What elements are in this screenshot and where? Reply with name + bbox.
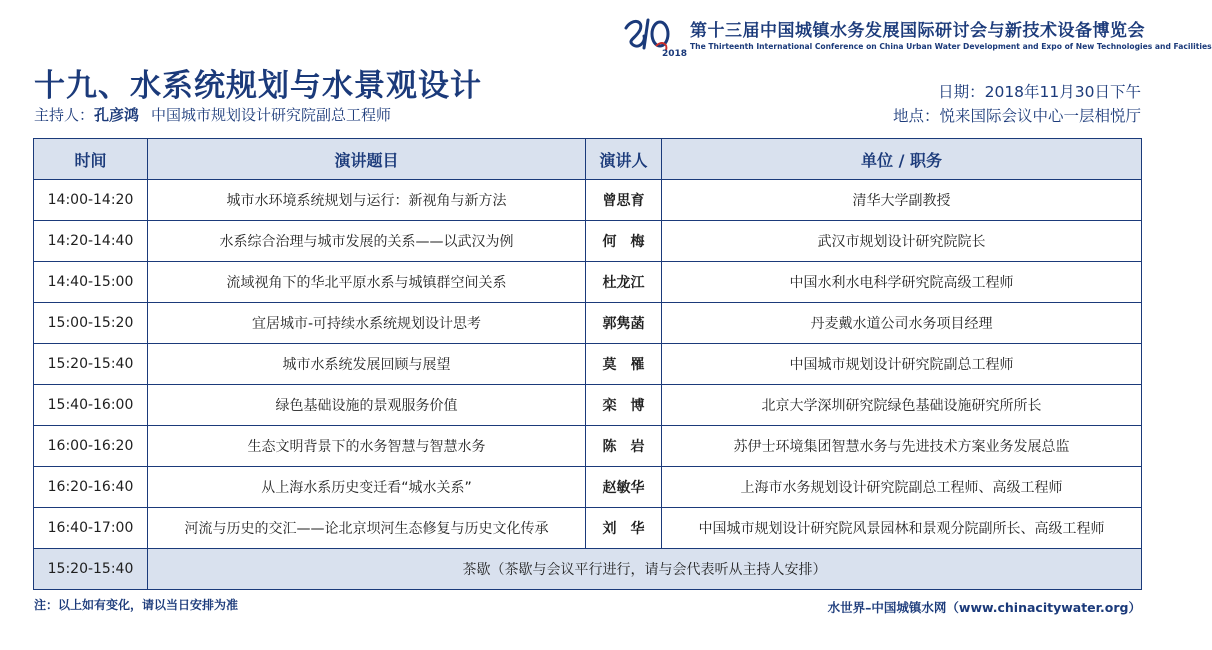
host-line — [34, 104, 391, 125]
cell-topic: 城市水环境系统规划与运行：新视角与新方法 — [148, 180, 586, 221]
header-topic: 演讲题目 — [148, 139, 586, 180]
cell-time: 16:40-17:00 — [34, 508, 148, 549]
cell-speaker: 何 梅 — [586, 221, 662, 262]
cell-affiliation: 苏伊士环境集团智慧水务与先进技术方案业务发展总监 — [662, 426, 1142, 467]
footer-note: 注：以上如有变化，请以当日安排为准 — [34, 598, 239, 612]
session-title: 十九、水系统规划与水景观设计 — [34, 68, 482, 104]
host-name: 孔彦鸿 — [94, 106, 140, 124]
host-role: 中国城市规划设计研究院副总工程师 — [151, 106, 392, 124]
table-row — [34, 262, 1142, 303]
cell-time: 14:20-14:40 — [34, 221, 148, 262]
cell-time: 16:20-16:40 — [34, 467, 148, 508]
table-row — [34, 303, 1142, 344]
table-row — [34, 467, 1142, 508]
cell-time: 16:00-16:20 — [34, 426, 148, 467]
cell-affiliation: 上海市水务规划设计研究院副总工程师、高级工程师 — [662, 467, 1142, 508]
schedule-table — [33, 138, 1142, 590]
session-date: 日期：2018年11月30日下午 — [938, 83, 1141, 101]
cell-speaker: 栾 博 — [586, 385, 662, 426]
break-time: 15:20-15:40 — [34, 549, 148, 590]
break-text: 茶歇（茶歇与会议平行进行，请与会代表听从主持人安排） — [148, 549, 1142, 590]
cell-topic: 生态文明背景下的水务智慧与智慧水务 — [148, 426, 586, 467]
table-row — [34, 385, 1142, 426]
cell-time: 14:00-14:20 — [34, 180, 148, 221]
cell-speaker: 曾思育 — [586, 180, 662, 221]
cell-time: 15:40-16:00 — [34, 385, 148, 426]
table-row — [34, 221, 1142, 262]
svg-text:2018: 2018 — [662, 49, 688, 59]
cell-speaker: 刘 华 — [586, 508, 662, 549]
cell-topic: 水系综合治理与城市发展的关系——以武汉为例 — [148, 221, 586, 262]
header-speaker: 演讲人 — [586, 139, 662, 180]
header-affiliation: 单位 / 职务 — [662, 139, 1142, 180]
cell-topic: 城市水系统发展回顾与展望 — [148, 344, 586, 385]
host-label: 主持人： — [34, 106, 95, 124]
cell-speaker: 莫 罹 — [586, 344, 662, 385]
cell-topic: 流域视角下的华北平原水系与城镇群空间关系 — [148, 262, 586, 303]
conference-title-en: The Thirteenth International Conference on China Urban Water Development and Expo of New Technologies and Facilities — [690, 42, 1212, 51]
cell-affiliation: 丹麦戴水道公司水务项目经理 — [662, 303, 1142, 344]
table-row — [34, 180, 1142, 221]
cell-topic: 绿色基础设施的景观服务价值 — [148, 385, 586, 426]
cell-topic: 河流与历史的交汇——论北京坝河生态修复与历史文化传承 — [148, 508, 586, 549]
cell-speaker: 郭隽菡 — [586, 303, 662, 344]
cell-speaker: 陈 岩 — [586, 426, 662, 467]
cell-time: 14:40-15:00 — [34, 262, 148, 303]
table-row — [34, 426, 1142, 467]
cell-affiliation: 北京大学深圳研究院绿色基础设施研究所所长 — [662, 385, 1142, 426]
cell-speaker: 赵敏华 — [586, 467, 662, 508]
cell-topic: 宜居城市-可持续水系统规划设计思考 — [148, 303, 586, 344]
table-row — [34, 508, 1142, 549]
conference-title-cn: 第十三届中国城镇水务发展国际研讨会与新技术设备博览会 — [690, 21, 1145, 41]
cell-affiliation: 清华大学副教授 — [662, 180, 1142, 221]
cell-affiliation: 中国城市规划设计研究院副总工程师 — [662, 344, 1142, 385]
cell-time: 15:20-15:40 — [34, 344, 148, 385]
header-time: 时间 — [34, 139, 148, 180]
session-location: 地点：悦来国际会议中心一层相悦厅 — [892, 107, 1141, 125]
cell-time: 15:00-15:20 — [34, 303, 148, 344]
cell-affiliation: 武汉市规划设计研究院院长 — [662, 221, 1142, 262]
footer-website-link[interactable]: 水世界–中国城镇水网（www.chinacitywater.org） — [827, 600, 1141, 615]
conference-logo-icon — [622, 14, 688, 59]
cell-topic: 从上海水系历史变迁看“城水关系” — [148, 467, 586, 508]
cell-affiliation: 中国城市规划设计研究院风景园林和景观分院副所长、高级工程师 — [662, 508, 1142, 549]
table-header-row — [34, 139, 1142, 180]
cell-affiliation: 中国水利水电科学研究院高级工程师 — [662, 262, 1142, 303]
tea-break-row — [34, 549, 1142, 590]
table-row — [34, 344, 1142, 385]
cell-speaker: 杜龙江 — [586, 262, 662, 303]
